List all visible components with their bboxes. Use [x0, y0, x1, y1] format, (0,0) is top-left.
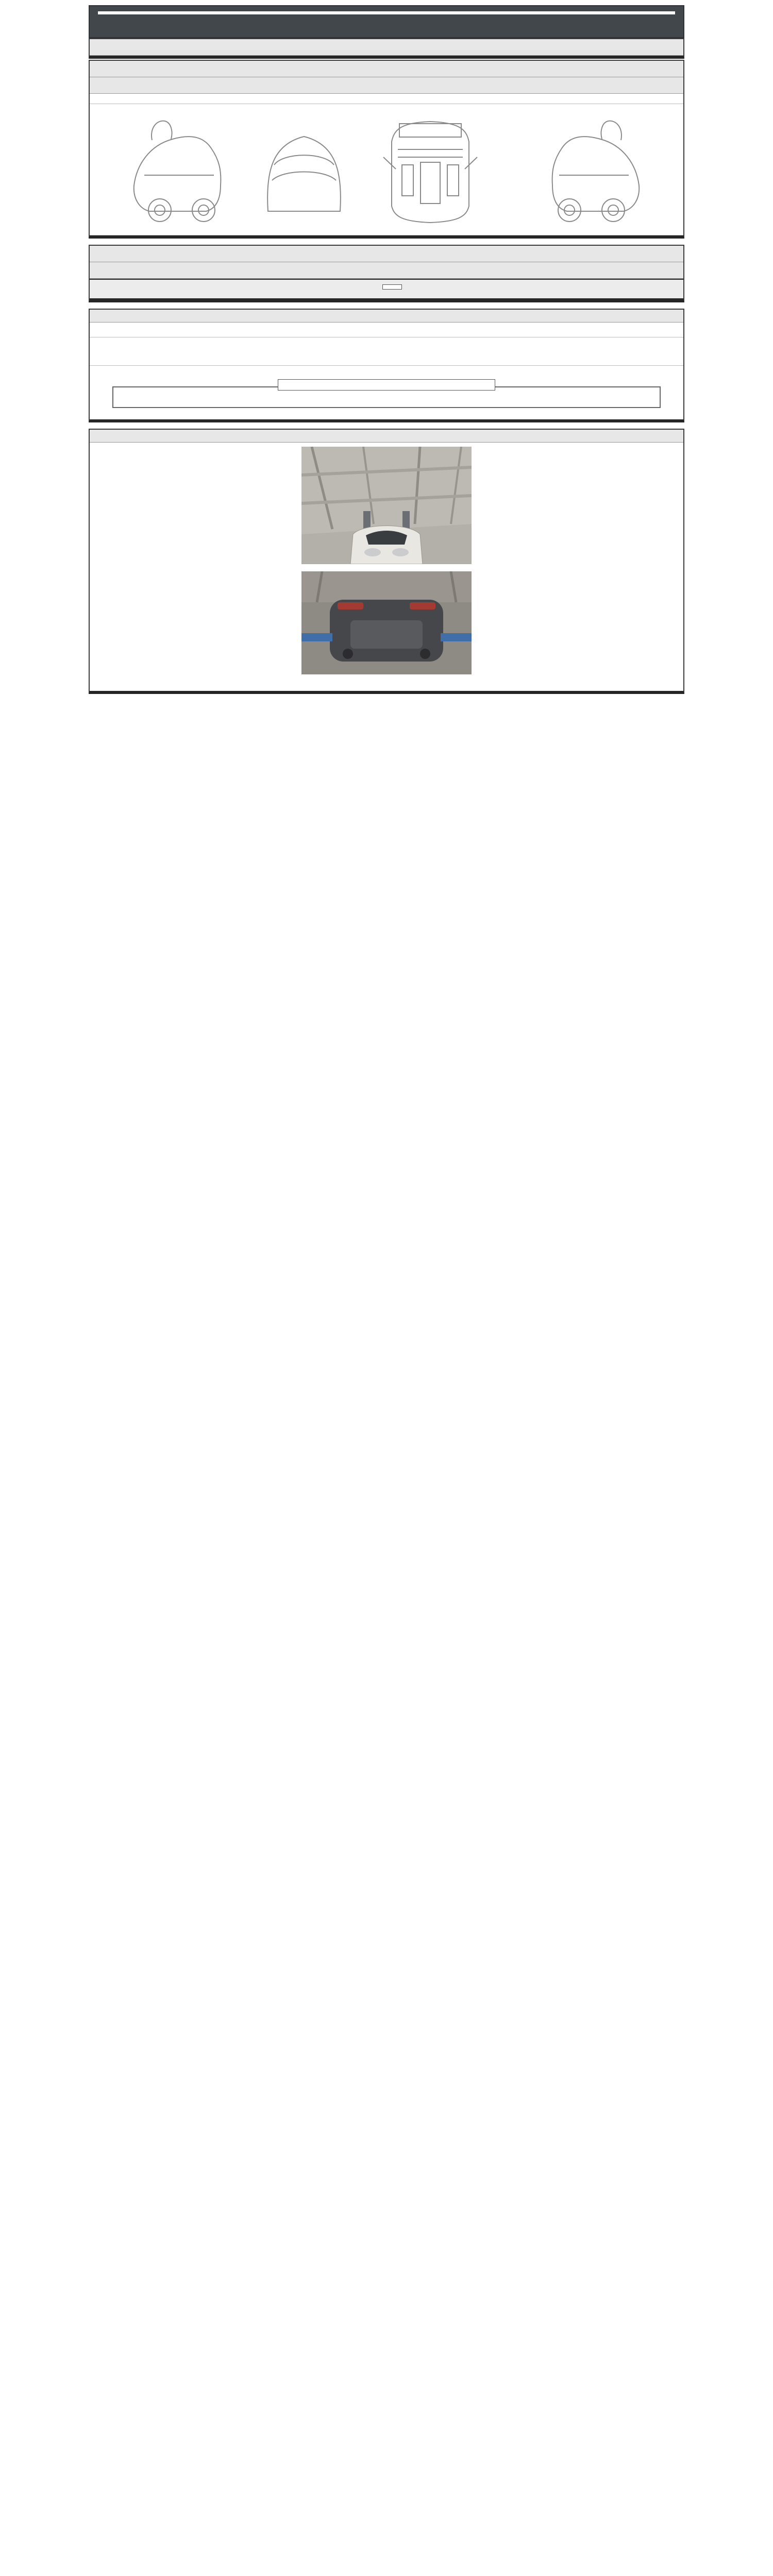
inspection-photo-front: [90, 443, 683, 567]
signature-row: [90, 677, 683, 686]
section-detail-status: [89, 245, 684, 302]
final-price-value: [382, 284, 402, 290]
final-price-note: [90, 292, 683, 299]
definition-box-title: [278, 379, 495, 391]
notice-subtitle-2: [90, 351, 683, 366]
vehicle-damage-diagram: [90, 104, 683, 235]
page-marker-4: [89, 423, 684, 429]
car-outline-drawing: [113, 108, 660, 230]
page-marker-3: [89, 303, 684, 309]
photos-band: [90, 430, 683, 443]
notice-list-2: [90, 366, 683, 379]
report-header: [89, 5, 684, 38]
notice-band: [90, 310, 683, 323]
inspection-photo-rear: [90, 567, 683, 677]
header-divider: [98, 11, 675, 14]
notice-subtitle-1: [90, 323, 683, 337]
notice-list-1: [90, 337, 683, 351]
section-basic-info: [89, 38, 684, 59]
accident-band: [90, 77, 683, 94]
photo-front-under-lift: [301, 447, 472, 564]
report-page: [89, 0, 684, 694]
photo-rear-underbody: [301, 571, 472, 674]
detail-band: [90, 246, 683, 262]
price-survey-definition-box: [112, 386, 661, 408]
status-symbol-legend: [90, 94, 683, 98]
legend-note: [90, 98, 683, 104]
other-band: [90, 262, 683, 279]
final-price-row: [90, 279, 683, 292]
section-overall-status: [89, 60, 684, 239]
basic-info-band: [90, 39, 683, 56]
footer-line-2: [90, 686, 683, 691]
section-photos: [89, 429, 684, 694]
section-notices: [89, 309, 684, 422]
page-marker-2: [89, 240, 684, 245]
overall-band: [90, 61, 683, 77]
